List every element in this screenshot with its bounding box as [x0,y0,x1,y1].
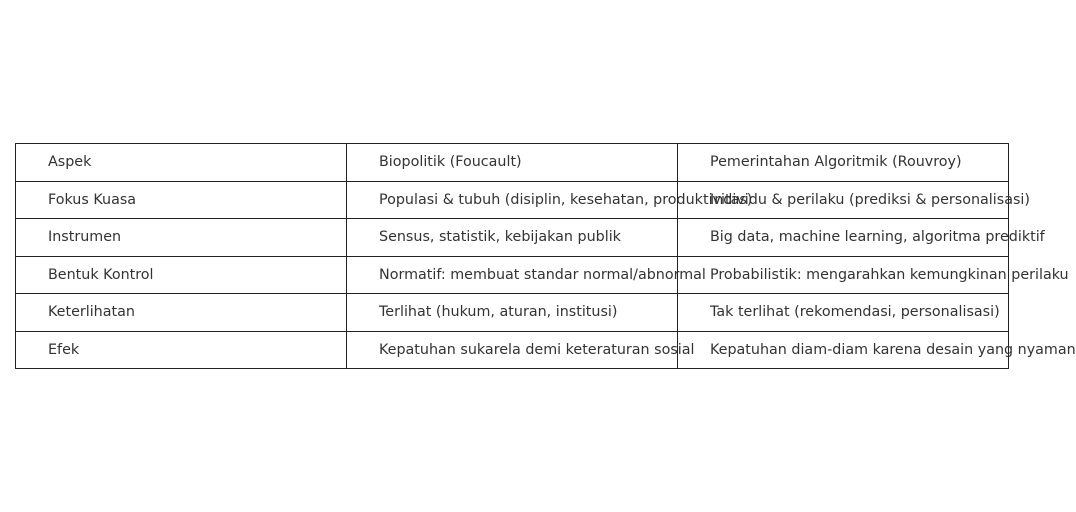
table-cell: Tak terlihat (rekomendasi, personalisasi) [677,293,1009,331]
table-cell: Kepatuhan sukarela demi keteraturan sosial [346,331,677,369]
table-cell: Efek [15,331,346,369]
table-cell: Big data, machine learning, algoritma prediktif [677,218,1009,256]
comparison-table [15,143,1076,369]
table-cell: Individu & perilaku (prediksi & personalisasi) [677,181,1009,219]
table-cell: Bentuk Kontrol [15,256,346,294]
table-cell: Normatif: membuat standar normal/abnormal [346,256,677,294]
table-cell: Terlihat (hukum, aturan, institusi) [346,293,677,331]
header-cell-biopolitik: Biopolitik (Foucault) [346,143,677,181]
table-cell: Fokus Kuasa [15,181,346,219]
table-cell: Kepatuhan diam-diam karena desain yang nyaman [677,331,1009,369]
header-cell-algoritmik: Pemerintahan Algoritmik (Rouvroy) [677,143,1009,181]
table-cell: Populasi & tubuh (disiplin, kesehatan, produktivitas) [346,181,677,219]
table-cell: Instrumen [15,218,346,256]
table-cell: Keterlihatan [15,293,346,331]
table-cell: Sensus, statistik, kebijakan publik [346,218,677,256]
table-cell: Probabilistik: mengarahkan kemungkinan perilaku [677,256,1009,294]
header-cell-aspek: Aspek [15,143,346,181]
